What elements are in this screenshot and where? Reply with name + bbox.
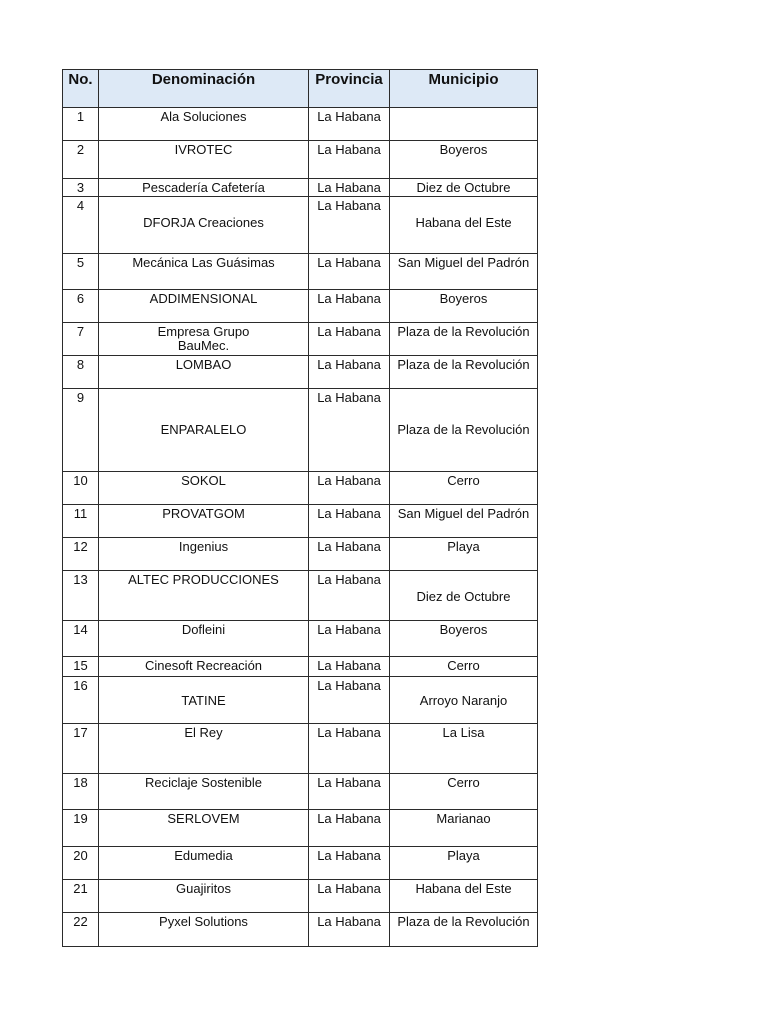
cell-provincia: La Habana: [309, 141, 390, 179]
cell-no: 14: [63, 621, 99, 657]
cell-municipio: San Miguel del Padrón: [390, 505, 538, 538]
cell-denominacion: SERLOVEM: [99, 810, 309, 847]
cell-provincia: La Habana: [309, 505, 390, 538]
header-no: No.: [63, 70, 99, 108]
table-row: [63, 356, 538, 389]
cell-provincia: La Habana: [309, 356, 390, 389]
table-row: [63, 621, 538, 657]
cell-provincia: La Habana: [309, 254, 390, 290]
cell-no: 6: [63, 290, 99, 323]
cell-provincia: La Habana: [309, 472, 390, 505]
cell-no: 13: [63, 571, 99, 621]
cell-denominacion: ADDIMENSIONAL: [99, 290, 309, 323]
cell-municipio: Boyeros: [390, 290, 538, 323]
cell-denominacion: Mecánica Las Guásimas: [99, 254, 309, 290]
table-row: [63, 724, 538, 774]
cell-denominacion: SOKOL: [99, 472, 309, 505]
cell-provincia: La Habana: [309, 323, 390, 356]
table-row: [63, 810, 538, 847]
table-row: [63, 389, 538, 472]
cell-municipio: San Miguel del Padrón: [390, 254, 538, 290]
cell-provincia: La Habana: [309, 179, 390, 197]
cell-no: 9: [63, 389, 99, 472]
cell-denominacion: DFORJA Creaciones: [99, 197, 309, 254]
cell-no: 22: [63, 913, 99, 947]
cell-municipio: Cerro: [390, 657, 538, 677]
table-row: [63, 108, 538, 141]
cell-no: 21: [63, 880, 99, 913]
cell-provincia: La Habana: [309, 571, 390, 621]
cell-provincia: La Habana: [309, 847, 390, 880]
table-row: [63, 847, 538, 880]
company-table: [62, 69, 538, 947]
cell-municipio: Plaza de la Revolución: [390, 323, 538, 356]
cell-provincia: La Habana: [309, 677, 390, 724]
cell-provincia: La Habana: [309, 810, 390, 847]
cell-denominacion: Ala Soluciones: [99, 108, 309, 141]
cell-municipio: Plaza de la Revolución: [390, 356, 538, 389]
cell-provincia: La Habana: [309, 657, 390, 677]
cell-municipio: Arroyo Naranjo: [390, 677, 538, 724]
table-row: [63, 880, 538, 913]
cell-provincia: La Habana: [309, 774, 390, 810]
cell-provincia: La Habana: [309, 197, 390, 254]
cell-municipio: La Lisa: [390, 724, 538, 774]
cell-municipio: Diez de Octubre: [390, 179, 538, 197]
cell-no: 16: [63, 677, 99, 724]
cell-no: 15: [63, 657, 99, 677]
cell-provincia: La Habana: [309, 538, 390, 571]
cell-denominacion: Ingenius: [99, 538, 309, 571]
cell-municipio: [390, 108, 538, 141]
cell-no: 18: [63, 774, 99, 810]
cell-denominacion: Pescadería Cafetería: [99, 179, 309, 197]
cell-no: 1: [63, 108, 99, 141]
table-row: [63, 197, 538, 254]
cell-no: 3: [63, 179, 99, 197]
header-row: [63, 70, 538, 108]
cell-provincia: La Habana: [309, 389, 390, 472]
cell-municipio: Cerro: [390, 774, 538, 810]
cell-denominacion: Empresa Grupo BauMec.: [99, 323, 309, 356]
cell-denominacion: El Rey: [99, 724, 309, 774]
cell-municipio: Playa: [390, 538, 538, 571]
header-denominacion: Denominación: [99, 70, 309, 108]
table-row: [63, 538, 538, 571]
cell-provincia: La Habana: [309, 880, 390, 913]
cell-no: 4: [63, 197, 99, 254]
cell-provincia: La Habana: [309, 290, 390, 323]
cell-no: 19: [63, 810, 99, 847]
cell-provincia: La Habana: [309, 724, 390, 774]
table-row: [63, 505, 538, 538]
cell-provincia: La Habana: [309, 108, 390, 141]
cell-denominacion: LOMBAO: [99, 356, 309, 389]
table-row: [63, 141, 538, 179]
cell-no: 2: [63, 141, 99, 179]
cell-no: 11: [63, 505, 99, 538]
cell-denominacion: ENPARALELO: [99, 389, 309, 472]
cell-municipio: Plaza de la Revolución: [390, 389, 538, 472]
table-row: [63, 913, 538, 947]
cell-municipio: Habana del Este: [390, 197, 538, 254]
cell-denominacion: IVROTEC: [99, 141, 309, 179]
cell-municipio: Diez de Octubre: [390, 571, 538, 621]
cell-denominacion: Cinesoft Recreación: [99, 657, 309, 677]
table-row: [63, 179, 538, 197]
table-row: [63, 677, 538, 724]
table-row: [63, 323, 538, 356]
cell-municipio: Boyeros: [390, 621, 538, 657]
cell-no: 8: [63, 356, 99, 389]
table-row: [63, 254, 538, 290]
table-row: [63, 290, 538, 323]
cell-municipio: Plaza de la Revolución: [390, 913, 538, 947]
cell-denominacion: PROVATGOM: [99, 505, 309, 538]
cell-no: 17: [63, 724, 99, 774]
cell-municipio: Boyeros: [390, 141, 538, 179]
cell-no: 20: [63, 847, 99, 880]
cell-no: 5: [63, 254, 99, 290]
cell-denominacion: ALTEC PRODUCCIONES: [99, 571, 309, 621]
cell-provincia: La Habana: [309, 621, 390, 657]
cell-municipio: Playa: [390, 847, 538, 880]
cell-no: 7: [63, 323, 99, 356]
table-row: [63, 472, 538, 505]
cell-denominacion: Pyxel Solutions: [99, 913, 309, 947]
cell-denominacion: Edumedia: [99, 847, 309, 880]
cell-municipio: Cerro: [390, 472, 538, 505]
table-row: [63, 571, 538, 621]
cell-provincia: La Habana: [309, 913, 390, 947]
table-row: [63, 657, 538, 677]
cell-denominacion: Dofleini: [99, 621, 309, 657]
cell-municipio: Habana del Este: [390, 880, 538, 913]
header-municipio: Municipio: [390, 70, 538, 108]
cell-denominacion: Reciclaje Sostenible: [99, 774, 309, 810]
cell-no: 12: [63, 538, 99, 571]
header-provincia: Provincia: [309, 70, 390, 108]
cell-denominacion: Guajiritos: [99, 880, 309, 913]
cell-denominacion: TATINE: [99, 677, 309, 724]
table-row: [63, 774, 538, 810]
cell-no: 10: [63, 472, 99, 505]
cell-municipio: Marianao: [390, 810, 538, 847]
